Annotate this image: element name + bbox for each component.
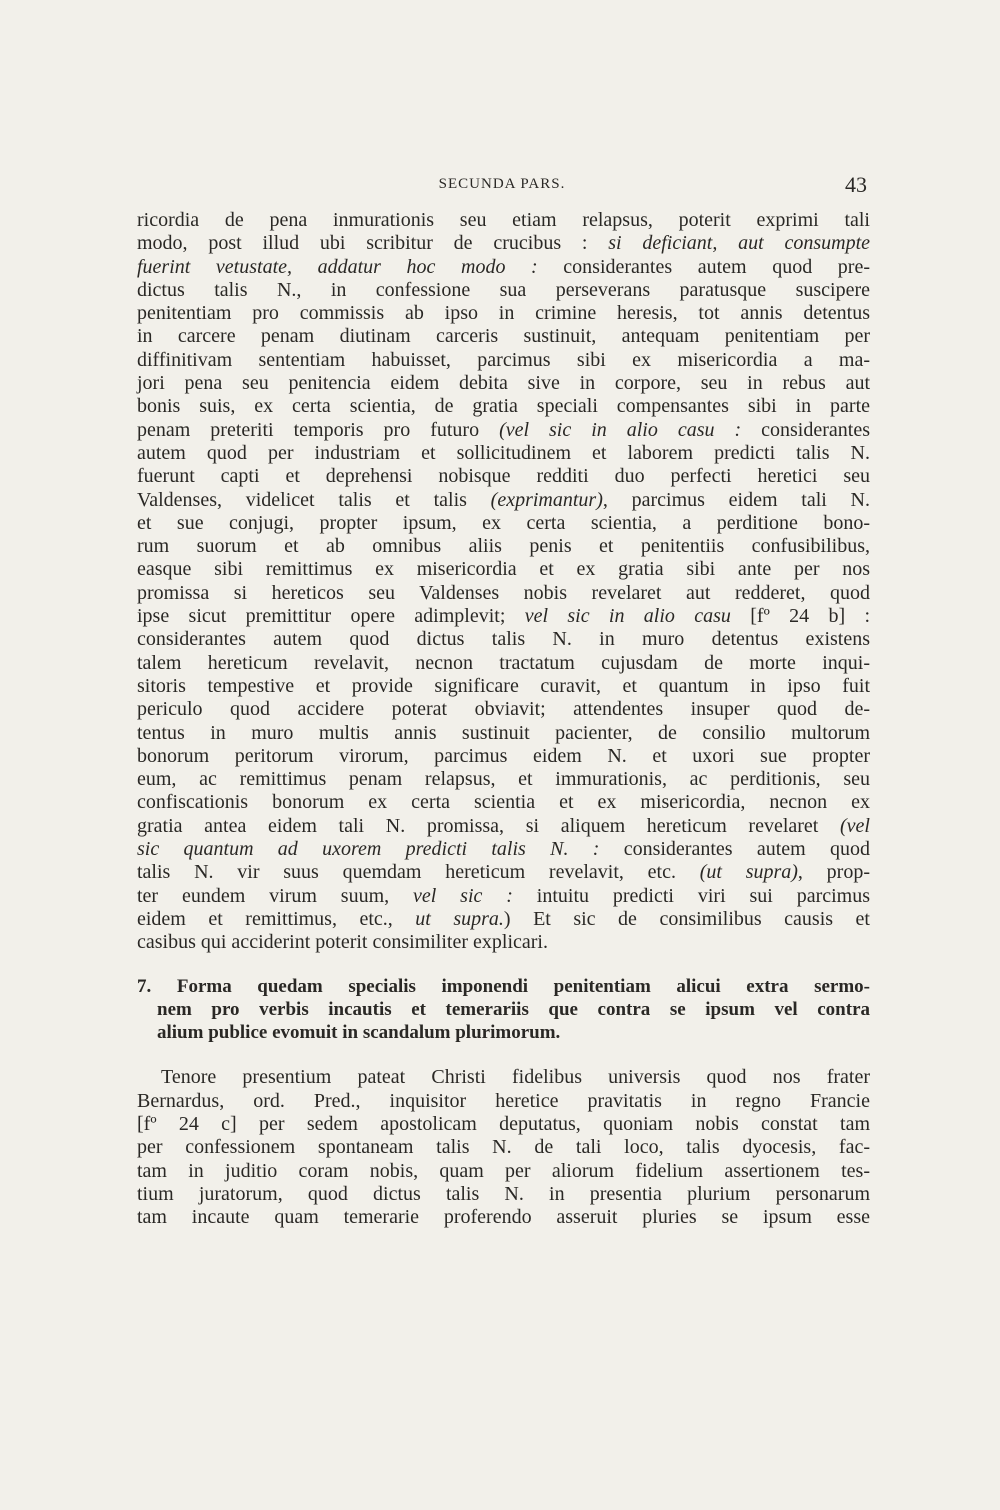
text-line <box>137 908 870 931</box>
text-run: talis N. vir suus quemdam hereticum revelavit, etc. <box>137 861 700 884</box>
text-run: ) Et sic de consimilibus causis et <box>503 907 870 930</box>
text-run: penitentiam pro commissis ab ipso in crimine heresis, tot annis detentus <box>137 302 870 325</box>
text-run: considerantes autem quod <box>599 838 871 861</box>
text-line <box>137 745 870 768</box>
text-run: considerantes autem quod pre- <box>537 255 870 278</box>
text-run: talem hereticum revelavit, necnon tractatum cujusdam de morte inqui- <box>137 651 870 674</box>
text-line <box>137 395 870 418</box>
italic-run: ut supra. <box>415 907 504 930</box>
text-line <box>137 885 870 908</box>
text-run: bonorum peritorum virorum, parcimus eidem N. et uxori sue propter <box>137 744 870 767</box>
text-line <box>137 419 870 442</box>
text-run: rum suorum et ab omnibus aliis penis et penitentiis confusibilibus, <box>137 535 870 558</box>
italic-run: vel sic : <box>413 884 513 907</box>
text-run: in carcere penam diutinam carceris sustinuit, antequam penitentiam per <box>137 325 870 348</box>
text-run: penam preteriti temporis pro futuro <box>137 418 500 441</box>
text-line <box>137 605 870 628</box>
text-line <box>137 722 870 745</box>
text-run: promissa si hereticos seu Valdenses nobis revelaret aut redderet, quod <box>137 581 870 604</box>
text-run: [fº 24 b] : <box>730 605 870 628</box>
italic-run: (vel sic in alio casu : <box>499 418 742 441</box>
text-line <box>137 302 870 325</box>
text-line: Tenore presentium pateat Christi fidelibus universis quod nos frater <box>161 1066 870 1089</box>
text-line <box>137 768 870 791</box>
text-line <box>137 442 870 465</box>
text-run: et sue conjugi, propter ipsum, ex certa scientia, a perditione bono- <box>137 511 870 534</box>
text-run: , prop- <box>797 861 870 884</box>
text-run: confiscationis bonorum ex certa scientia et ex misericordia, necnon ex <box>137 791 870 814</box>
text-line <box>137 209 870 232</box>
text-run: casibus qui acciderint poterit consimiliter explicari. <box>137 931 548 954</box>
text-line <box>137 232 870 255</box>
text-line: tium juratorum, quod dictus talis N. in presentia plurium personarum <box>137 1182 870 1205</box>
italic-run: vel sic in alio casu <box>524 605 731 628</box>
section-7-heading <box>137 975 870 1045</box>
text-run: easque sibi remittimus ex misericordia et ex gratia sibi ante per nos <box>137 558 870 581</box>
text-line: Bernardus, ord. Pred., inquisitor heretice pravitatis in regno Francie <box>137 1089 870 1112</box>
text-run: Valdenses, videlicet talis et talis <box>137 488 491 511</box>
text-line <box>137 791 870 814</box>
text-line <box>137 512 870 535</box>
running-head: SECUNDA PARS. <box>438 176 566 192</box>
text-run: ipse sicut premittitur opere adimplevit; <box>137 605 525 628</box>
italic-run: (vel <box>840 814 870 837</box>
text-line <box>137 861 870 884</box>
text-line <box>137 838 870 861</box>
text-run: autem quod per industriam et sollicitudinem et laborem predicti talis N. <box>137 441 870 464</box>
text-line <box>137 815 870 838</box>
body-text <box>137 209 870 1229</box>
text-line <box>137 489 870 512</box>
page-number: 43 <box>845 172 867 197</box>
text-line <box>137 931 870 954</box>
section-title-line: nem pro verbis incautis et temerariis que contra se ipsum vel contra <box>157 998 870 1020</box>
paragraph-1 <box>137 209 870 955</box>
text-line: tam in juditio coram nobis, quam per aliorum fidelium assertionem tes- <box>137 1159 870 1182</box>
text-line <box>137 558 870 581</box>
text-run: dictus talis N., in confessione sua perseverans paratusque suscipere <box>137 278 870 301</box>
text-run: considerantes autem quod dictus talis N. in muro detentus existens <box>137 628 870 651</box>
text-line: per confessionem spontaneam talis N. de tali loco, talis dyocesis, fac- <box>137 1136 870 1159</box>
text-run: tentus in muro multis annis sustinuit pacienter, de consilio multorum <box>137 721 870 744</box>
paragraph-2 <box>137 1066 870 1229</box>
text-line <box>137 349 870 372</box>
text-run: modo, post illud ubi scribitur de crucibus : <box>137 232 609 255</box>
text-line <box>137 698 870 721</box>
text-run: ricordia de pena inmurationis seu etiam relapsus, poterit exprimi tali <box>137 209 870 231</box>
italic-run: (exprimantur) <box>490 488 603 511</box>
italic-run: (ut supra) <box>699 861 798 884</box>
text-run: , parcimus eidem tali N. <box>602 488 870 511</box>
text-run: periculo quod accidere poterat obviavit; attendentes insuper quod de- <box>137 698 870 721</box>
text-line <box>137 279 870 302</box>
text-line: [fº 24 c] per sedem apostolicam deputatus, quoniam nobis constat tam <box>137 1112 870 1135</box>
text-run: intuitu predicti viri sui parcimus <box>512 884 871 907</box>
text-line <box>137 325 870 348</box>
section-number: 7. <box>137 975 152 997</box>
italic-run: si deficiant, aut consumpte <box>608 232 870 255</box>
text-run: ter eundem virum suum, <box>137 884 413 907</box>
text-run: gratia antea eidem tali N. promissa, si aliquem hereticum revelaret <box>137 814 841 837</box>
text-run: eidem et remittimus, etc., <box>137 907 416 930</box>
page-header <box>137 172 867 196</box>
text-line <box>137 652 870 675</box>
text-line <box>137 535 870 558</box>
text-line <box>137 256 870 279</box>
text-line: tam incaute quam temerarie proferendo asseruit pluries se ipsum esse <box>137 1206 870 1229</box>
text-run: sitoris tempestive et provide significare curavit, et quantum in ipso fuit <box>137 674 870 697</box>
section-title-line: alium publice evomuit in scandalum plurimorum. <box>157 1022 561 1044</box>
italic-run: fuerint vetustate, addatur hoc modo : <box>137 255 538 278</box>
text-line <box>137 675 870 698</box>
text-run: considerantes <box>741 418 870 441</box>
text-run: diffinitivam sententiam habuisset, parcimus sibi ex misericordia a ma- <box>137 348 870 371</box>
text-run: eum, ac remittimus penam relapsus, et immurationis, ac perditionis, seu <box>137 768 870 791</box>
text-run: fuerunt capti et deprehensi nobisque redditi duo perfecti heretici seu <box>137 465 870 488</box>
section-title-line: Forma quedam specialis imponendi penitentiam alicui extra sermo- <box>176 975 870 997</box>
text-line <box>137 628 870 651</box>
text-run: bonis suis, ex certa scientia, de gratia speciali compensantes sibi in parte <box>137 395 870 418</box>
text-line <box>137 582 870 605</box>
section-7-line-1 <box>137 975 870 998</box>
text-line <box>137 465 870 488</box>
text-line <box>137 372 870 395</box>
italic-run: sic quantum ad uxorem predicti talis N. : <box>137 838 600 861</box>
text-run: jori pena seu penitencia eidem debita sive in corpore, seu in rebus aut <box>137 372 870 395</box>
